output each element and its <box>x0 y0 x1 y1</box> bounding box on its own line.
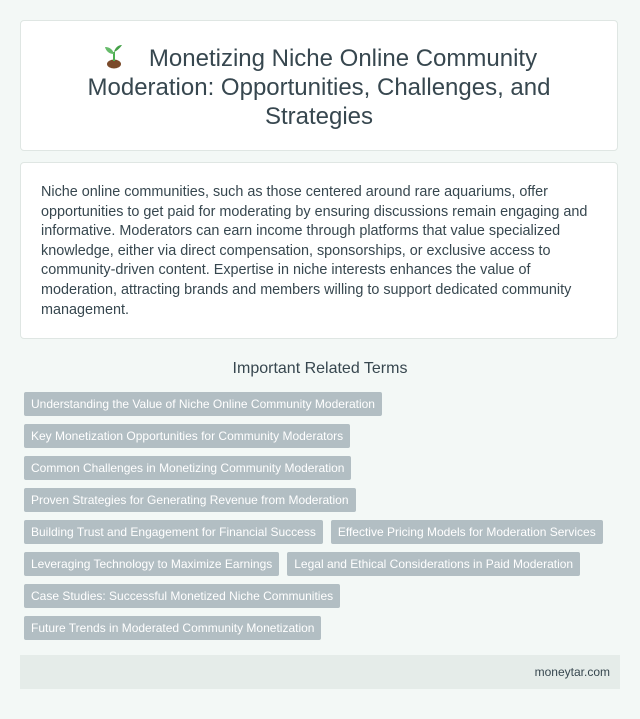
term-tag[interactable]: Future Trends in Moderated Community Monetization <box>24 616 321 640</box>
term-tag[interactable]: Leveraging Technology to Maximize Earnings <box>24 552 279 576</box>
term-tag[interactable]: Understanding the Value of Niche Online Community Moderation <box>24 392 382 416</box>
terms-row <box>24 584 624 608</box>
term-tag[interactable]: Legal and Ethical Considerations in Paid Moderation <box>287 552 580 576</box>
page-title <box>21 21 617 131</box>
terms-row <box>24 456 624 480</box>
terms-row <box>24 392 624 416</box>
terms-row <box>24 488 624 512</box>
terms-row <box>24 552 624 576</box>
title-card <box>20 20 618 151</box>
terms-row <box>24 520 624 544</box>
term-tag[interactable]: Effective Pricing Models for Moderation Services <box>331 520 603 544</box>
term-tag[interactable]: Key Monetization Opportunities for Community Moderators <box>24 424 350 448</box>
related-terms-list <box>24 392 624 648</box>
terms-row <box>24 616 624 640</box>
term-tag[interactable]: Case Studies: Successful Monetized Niche Communities <box>24 584 340 608</box>
intro-card <box>20 162 618 339</box>
intro-paragraph: Niche online communities, such as those centered around rare aquariums, offer opportunities to get paid for moderating by ensuring discussions remain engaging and informative. Moderators can earn income through platforms that value specialized knowledge, either via direct compensation, sponsorships, or exclusive access to community-driven content. Expertise in niche interests enhances the value of moderation, attracting brands and members willing to support dedicated community management. <box>41 184 588 318</box>
footer-site-link[interactable]: moneytar.com <box>534 665 610 679</box>
term-tag[interactable]: Building Trust and Engagement for Financial Success <box>24 520 323 544</box>
terms-row <box>24 424 624 448</box>
footer <box>20 655 620 689</box>
page-title-text: Monetizing Niche Online Community Moderation: Opportunities, Challenges, and Strategies <box>87 45 551 130</box>
term-tag[interactable]: Proven Strategies for Generating Revenue from Moderation <box>24 488 356 512</box>
sprout-icon <box>101 43 127 69</box>
related-terms-heading: Important Related Terms <box>232 360 408 377</box>
term-tag[interactable]: Common Challenges in Monetizing Community Moderation <box>24 456 351 480</box>
